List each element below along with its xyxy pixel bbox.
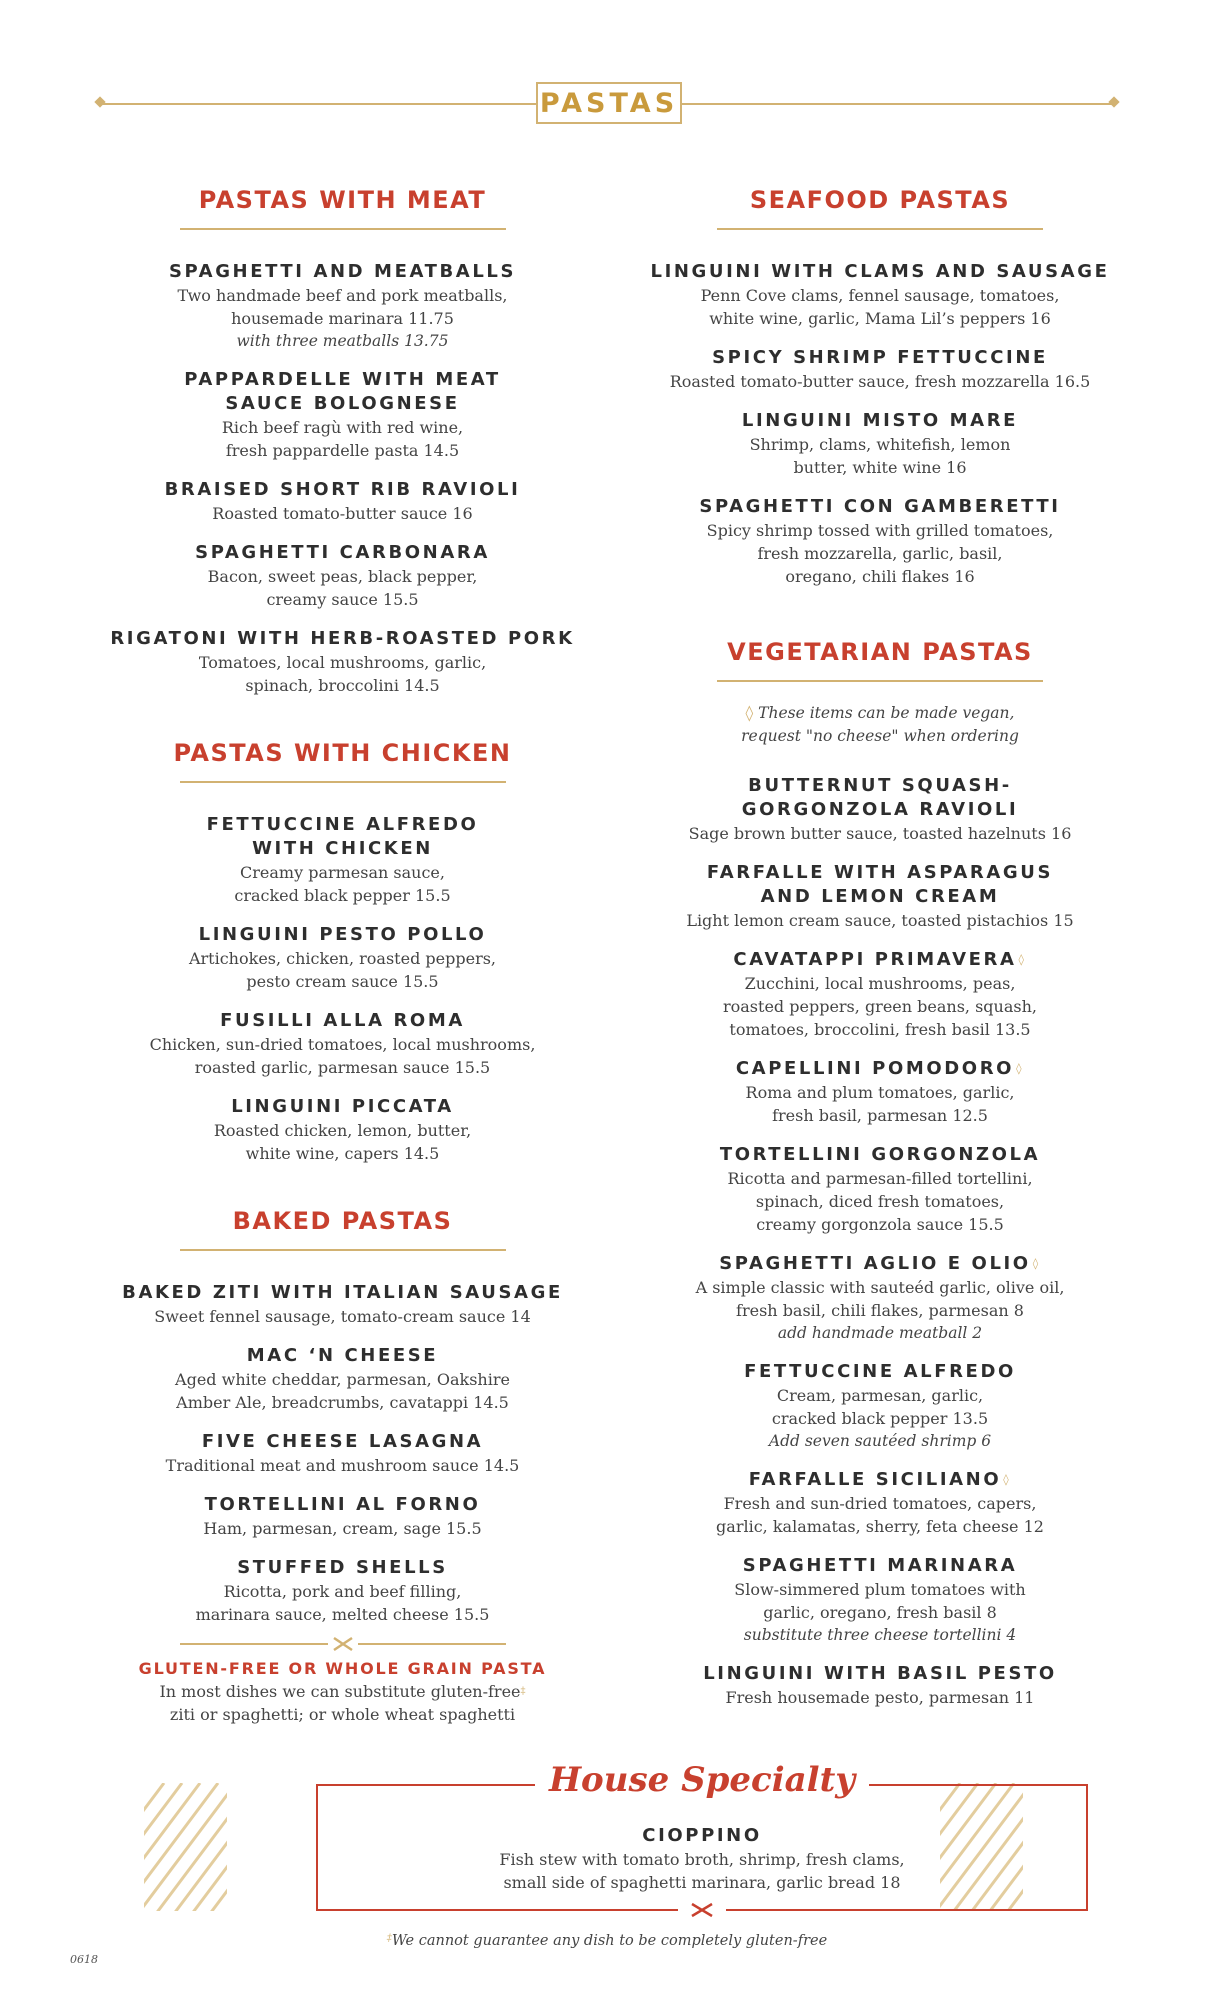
item-desc: Fish stew with tomato broth, shrimp, fresh clams,	[499, 1850, 905, 1869]
item-name	[640, 1468, 1120, 1492]
item-desc: Amber Ale, breadcrumbs, cavatappi 14.5	[176, 1393, 509, 1412]
gluten-free-mark: ‡	[520, 1686, 526, 1697]
item-name: SAUCE BOLOGNESE	[225, 393, 460, 414]
item-name: AND LEMON CREAM	[760, 886, 1000, 907]
vegan-diamond-icon: ◊	[745, 704, 754, 722]
vegan-diamond-icon: ◊	[1032, 1257, 1041, 1270]
section-rule	[180, 228, 506, 230]
item-desc: Ricotta, pork and beef filling,	[223, 1582, 462, 1601]
item-desc: Roasted chicken, lemon, butter,	[213, 1121, 472, 1140]
item-name: BRAISED SHORT RIB RAVIOLI	[164, 479, 521, 500]
item-desc: Sage brown butter sauce, toasted hazelnuts 16	[688, 824, 1072, 843]
scissors-divider-icon	[180, 1634, 506, 1654]
menu-item	[110, 1095, 575, 1165]
item-name-text: CAVATAPPI PRIMAVERA	[733, 949, 1017, 970]
section-rule	[180, 1249, 506, 1251]
item-name: BUTTERNUT SQUASH-	[748, 775, 1012, 796]
item-desc: spinach, broccolini 14.5	[245, 676, 440, 695]
item-note: with three meatballs 13.75	[236, 332, 449, 350]
menu-code: 0618	[70, 1953, 98, 1966]
scissors-icon	[688, 1899, 716, 1921]
menu-item	[110, 1493, 575, 1540]
header-diamond-right	[1108, 96, 1119, 107]
item-name: SPAGHETTI MARINARA	[742, 1555, 1018, 1576]
item-note: substitute three cheese tortellini 4	[743, 1626, 1017, 1644]
menu-item	[640, 1057, 1120, 1127]
header-diamond-left	[94, 96, 105, 107]
item-desc: Sweet fennel sausage, tomato-cream sauce 14	[154, 1307, 531, 1326]
menu-item	[640, 1143, 1120, 1236]
item-name: FETTUCCINE ALFREDO	[744, 1361, 1016, 1382]
menu-item	[640, 1662, 1120, 1709]
gluten-free-desc: ziti or spaghetti; or whole wheat spaghetti	[169, 1705, 516, 1724]
item-name: MAC ‘N CHEESE	[246, 1345, 439, 1366]
menu-item	[110, 1281, 575, 1328]
item-desc: white wine, capers 14.5	[245, 1144, 440, 1163]
item-desc: garlic, oregano, fresh basil 8	[763, 1603, 997, 1622]
menu-item	[640, 1468, 1120, 1538]
item-name: STUFFED SHELLS	[237, 1557, 448, 1578]
menu-item	[110, 627, 575, 697]
menu-item	[110, 541, 575, 611]
menu-item	[110, 1430, 575, 1477]
item-name: SPICY SHRIMP FETTUCCINE	[712, 347, 1048, 368]
item-name: RIGATONI WITH HERB-ROASTED PORK	[110, 628, 575, 649]
item-name: LINGUINI MISTO MARE	[741, 410, 1019, 431]
item-name: WITH CHICKEN	[252, 838, 433, 859]
item-desc: Chicken, sun-dried tomatoes, local mushrooms,	[149, 1035, 536, 1054]
item-note: add handmade meatball 2	[777, 1324, 983, 1342]
item-desc: pesto cream sauce 15.5	[246, 972, 439, 991]
menu-item	[640, 346, 1120, 393]
vegan-diamond-icon: ◊	[1016, 1062, 1025, 1075]
item-desc: Rich beef ragù with red wine,	[221, 418, 464, 437]
item-desc: Ham, parmesan, cream, sage 15.5	[203, 1519, 482, 1538]
section-rule	[717, 680, 1043, 682]
item-desc: Zucchini, local mushrooms, peas,	[744, 974, 1016, 993]
section-rule	[180, 781, 506, 783]
item-desc: A simple classic with sauteéd garlic, olive oil,	[695, 1278, 1065, 1297]
item-desc: fresh mozzarella, garlic, basil,	[757, 544, 1003, 563]
menu-item	[640, 260, 1120, 330]
menu-item	[110, 478, 575, 525]
menu-item	[640, 409, 1120, 479]
item-desc: housemade marinara 11.75	[231, 309, 454, 328]
menu-item	[640, 1252, 1120, 1344]
item-desc: Ricotta and parmesan-filled tortellini,	[727, 1169, 1033, 1188]
item-name	[640, 1252, 1120, 1276]
section-title-meat: PASTAS WITH MEAT	[198, 186, 487, 214]
page-title: PASTAS	[536, 82, 682, 124]
divider-ornament	[180, 1634, 506, 1654]
item-desc: cracked black pepper 15.5	[234, 886, 451, 905]
section-title-chicken: PASTAS WITH CHICKEN	[173, 739, 512, 767]
menu-item	[110, 923, 575, 993]
item-desc: tomatoes, broccolini, fresh basil 13.5	[729, 1020, 1031, 1039]
menu-item	[640, 948, 1120, 1041]
gluten-free-title: GLUTEN-FREE OR WHOLE GRAIN PASTA	[138, 1659, 547, 1678]
item-name: LINGUINI WITH CLAMS AND SAUSAGE	[650, 261, 1110, 282]
item-name-text: CAPELLINI POMODORO	[735, 1058, 1015, 1079]
gluten-free-desc	[110, 1680, 575, 1703]
house-specialty-box	[316, 1760, 1088, 1911]
item-desc: Slow-simmered plum tomatoes with	[734, 1580, 1026, 1599]
item-name-text: SPAGHETTI AGLIO E OLIO	[719, 1253, 1031, 1274]
item-name: TORTELLINI GORGONZOLA	[719, 1144, 1041, 1165]
vegan-note-line: request "no cheese" when ordering	[741, 727, 1019, 745]
item-desc: Cream, parmesan, garlic,	[776, 1386, 984, 1405]
item-desc: fresh pappardelle pasta 14.5	[225, 441, 460, 460]
footnote-text: We cannot guarantee any dish to be completely gluten-free	[391, 1933, 828, 1949]
menu-item	[110, 1556, 575, 1626]
item-desc: white wine, garlic, Mama Lil’s peppers 16	[709, 309, 1051, 328]
item-desc: butter, white wine 16	[793, 458, 967, 477]
item-name: GORGONZOLA RAVIOLI	[741, 799, 1019, 820]
house-specialty-ornament	[678, 1899, 726, 1921]
item-desc: Light lemon cream sauce, toasted pistachios 15	[686, 911, 1074, 930]
item-desc: Fresh and sun-dried tomatoes, capers,	[723, 1494, 1037, 1513]
section-title-vegetarian: VEGETARIAN PASTAS	[727, 638, 1033, 666]
item-name: TORTELLINI AL FORNO	[204, 1494, 481, 1515]
item-desc: Traditional meat and mushroom sauce 14.5	[165, 1456, 520, 1475]
item-desc: Spicy shrimp tossed with grilled tomatoes,	[706, 521, 1054, 540]
item-desc: Roasted tomato-butter sauce 16	[212, 504, 473, 523]
item-desc: spinach, diced fresh tomatoes,	[755, 1192, 1005, 1211]
house-specialty-header	[318, 1760, 1086, 1800]
item-desc: Shrimp, clams, whitefish, lemon	[749, 435, 1011, 454]
item-desc: roasted garlic, parmesan sauce 15.5	[194, 1058, 491, 1077]
menu-item	[110, 1344, 575, 1414]
item-name: FARFALLE WITH ASPARAGUS	[706, 862, 1054, 883]
menu-item	[640, 861, 1120, 932]
item-name-text: FARFALLE SICILIANO	[748, 1469, 1002, 1490]
vegan-diamond-icon: ◊	[1003, 1473, 1012, 1486]
stripe-pattern-left-icon	[144, 1783, 227, 1911]
item-desc: Aged white cheddar, parmesan, Oakshire	[175, 1370, 510, 1389]
item-name: FETTUCCINE ALFREDO	[206, 814, 479, 835]
item-name: LINGUINI WITH BASIL PESTO	[703, 1663, 1057, 1684]
menu-item	[110, 813, 575, 907]
item-desc: Tomatoes, local mushrooms, garlic,	[198, 653, 487, 672]
vegan-note-line: These items can be made vegan,	[758, 704, 1015, 722]
item-desc: Penn Cove clams, fennel sausage, tomatoes,	[700, 286, 1060, 305]
item-desc: fresh basil, parmesan 12.5	[772, 1106, 988, 1125]
left-column	[110, 186, 575, 1726]
item-name	[640, 948, 1120, 972]
item-name: BAKED ZITI WITH ITALIAN SAUSAGE	[122, 1282, 563, 1303]
item-name: FIVE CHEESE LASAGNA	[201, 1431, 484, 1452]
gluten-free-footnote	[0, 1933, 1214, 1949]
item-desc: Creamy parmesan sauce,	[240, 863, 445, 882]
item-desc: Roma and plum tomatoes, garlic,	[745, 1083, 1015, 1102]
vegan-note	[640, 702, 1120, 748]
item-desc: marinara sauce, melted cheese 15.5	[195, 1605, 490, 1624]
item-name: FUSILLI ALLA ROMA	[220, 1010, 465, 1031]
section-title-seafood: SEAFOOD PASTAS	[749, 186, 1011, 214]
vegan-diamond-icon: ◊	[1018, 953, 1027, 966]
menu-item	[110, 368, 575, 462]
menu-item	[640, 1554, 1120, 1646]
item-desc: cracked black pepper 13.5	[771, 1409, 989, 1428]
menu-item	[110, 1009, 575, 1079]
menu-item	[110, 260, 575, 352]
item-name: SPAGHETTI AND MEATBALLS	[168, 261, 517, 282]
item-desc: roasted peppers, green beans, squash,	[722, 997, 1037, 1016]
menu-item	[640, 495, 1120, 588]
menu-item	[640, 774, 1120, 845]
right-column	[640, 186, 1120, 1725]
item-desc: garlic, kalamatas, sherry, feta cheese 12	[716, 1517, 1044, 1536]
item-desc: Artichokes, chicken, roasted peppers,	[188, 949, 497, 968]
item-note: Add seven sautéed shrimp 6	[768, 1432, 992, 1450]
header-rule-right	[682, 103, 1114, 105]
section-rule	[717, 228, 1043, 230]
item-desc: fresh basil, chili flakes, parmesan 8	[736, 1301, 1024, 1320]
item-desc: oregano, chili flakes 16	[785, 567, 975, 586]
menu-item	[640, 1360, 1120, 1452]
item-desc: Bacon, sweet peas, black pepper,	[207, 567, 478, 586]
item-desc: creamy gorgonzola sauce 15.5	[756, 1215, 1004, 1234]
section-title-baked: BAKED PASTAS	[232, 1207, 453, 1235]
item-desc: Roasted tomato-butter sauce, fresh mozzarella 16.5	[669, 372, 1091, 391]
item-name: LINGUINI PESTO POLLO	[198, 924, 487, 945]
item-desc: Fresh housemade pesto, parmesan 11	[725, 1688, 1035, 1707]
gluten-free-line: In most dishes we can substitute gluten-free	[159, 1682, 521, 1701]
item-desc: creamy sauce 15.5	[266, 590, 419, 609]
item-name: PAPPARDELLE WITH MEAT	[184, 369, 501, 390]
item-name: CIOPPINO	[642, 1825, 762, 1846]
house-specialty-title: House Specialty	[535, 1760, 869, 1800]
item-name	[640, 1057, 1120, 1081]
item-name: LINGUINI PICCATA	[231, 1096, 454, 1117]
footnote-mark: ‡	[386, 1933, 392, 1944]
item-name: SPAGHETTI CON GAMBERETTI	[699, 496, 1061, 517]
item-desc: small side of spaghetti marinara, garlic bread 18	[503, 1873, 901, 1892]
header-rule-left	[100, 103, 536, 105]
item-name: SPAGHETTI CARBONARA	[195, 542, 490, 563]
item-desc: Two handmade beef and pork meatballs,	[177, 286, 508, 305]
